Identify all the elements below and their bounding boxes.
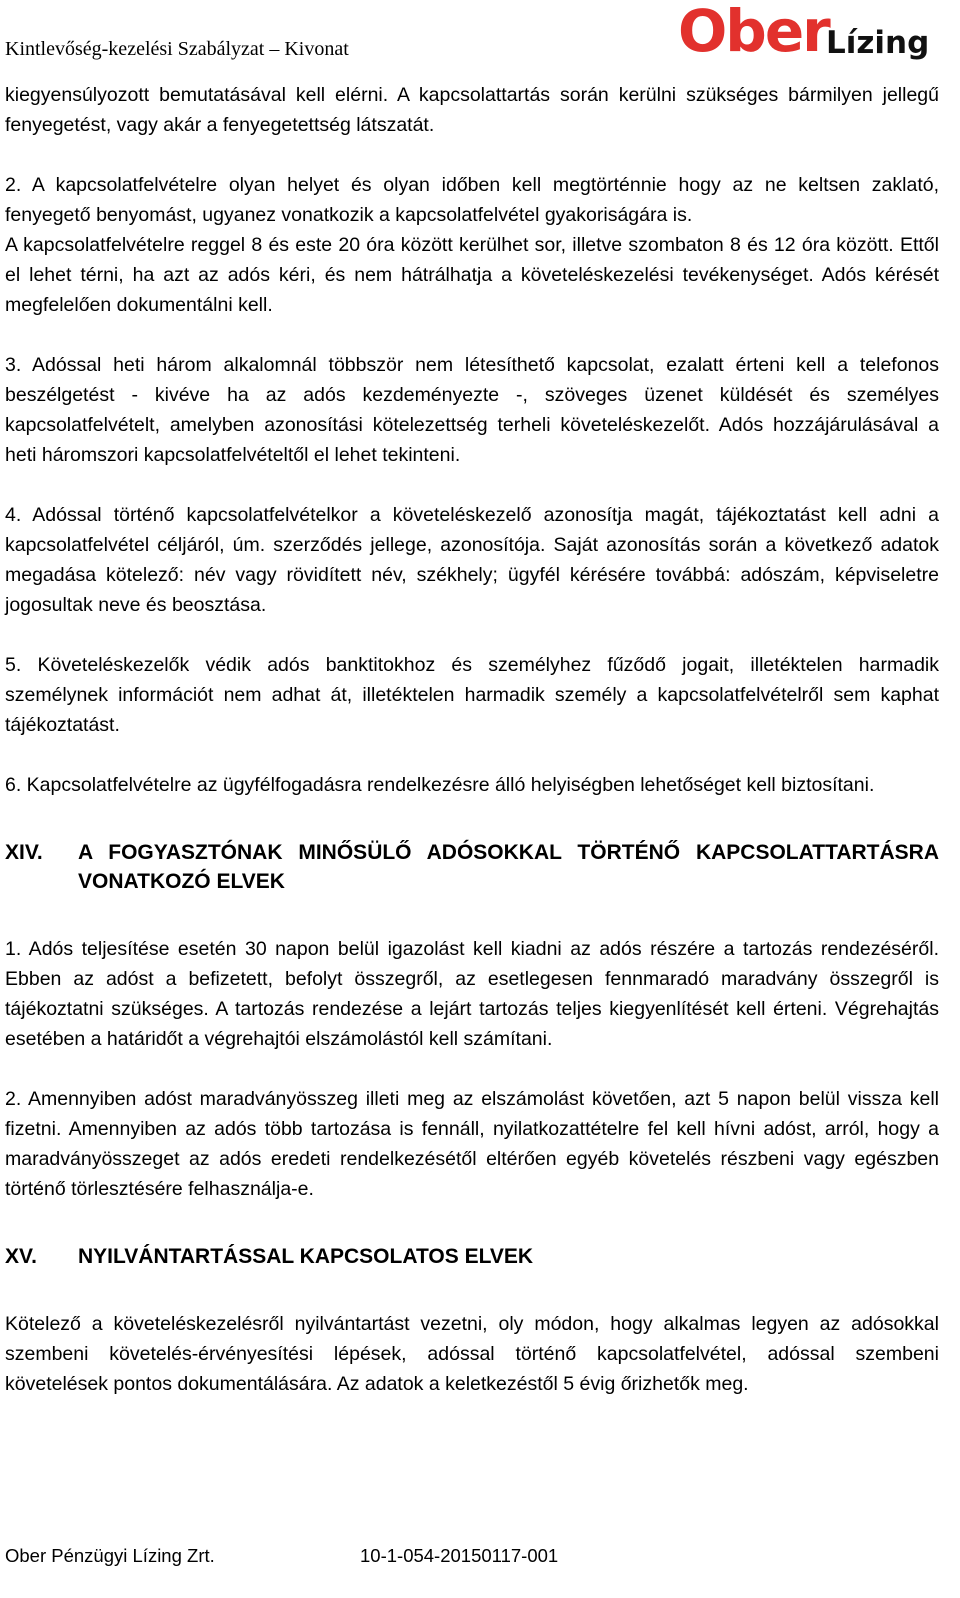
footer-document-code: 10-1-054-20150117-001: [360, 1545, 559, 1566]
section-xiv-paragraph-2: 2. Amennyiben adóst maradványösszeg illeti meg az elszámolást követően, azt 5 napon belül vissza kell fizetni. Amennyiben az adós több tartozása is fennáll, nyilatkozattételre fel kell hívni adóst, arról, hogy a maradványösszeget az adós eredeti rendelkezésétől eltérően egyéb követelés részbeni vagy egészben történő törlesztésére felhasználja-e.: [5, 1088, 939, 1200]
paragraph-point-6: 6. Kapcsolatfelvételre az ügyfélfogadásra rendelkezésre álló helyiségben lehetőséget kell biztosítani.: [5, 774, 875, 796]
section-heading-xiv: [5, 838, 939, 896]
paragraph-point-2-hours: A kapcsolatfelvételre reggel 8 és este 20 óra között kerülhet sor, illetve szombaton 8 és 12 óra között. Ettől el lehet térni, ha azt az adós kéri, és nem hátrálhatja a követeléskezelési tevékenységet. Adós kérését megfelelően dokumentálni kell.: [5, 234, 939, 316]
section-number: XIV.: [5, 841, 43, 864]
section-title: NYILVÁNTARTÁSSAL KAPCSOLATOS ELVEK: [78, 1245, 534, 1268]
paragraph-continuation: kiegyensúlyozott bemutatásával kell elérni. A kapcsolattartás során kerülni szükséges bármilyen jellegű fenyegetést, vagy akár a fenyegetettség látszatát.: [5, 84, 939, 136]
ober-lizing-logo: [678, 2, 938, 68]
logo-main-text: Ober: [678, 0, 829, 65]
footer-company: Ober Pénzügyi Lízing Zrt.: [5, 1545, 215, 1566]
paragraph-point-2: 2. A kapcsolatfelvételre olyan helyet és olyan időben kell megtörténnie hogy az ne keltsen zaklató, fenyegető benyomást, ugyanez vonatkozik a kapcsolatfelvétel gyakoriságára is.: [5, 174, 939, 226]
logo-sub-text: Lízing: [826, 25, 930, 61]
paragraph-point-5: 5. Követeléskezelők védik adós banktitokhoz és személyhez fűződő jogait, illetéktelen harmadik személynek információt nem adhat át, illetéktelen harmadik személy a kapcsolatfelvételről sem kaphat tájékoztatást.: [5, 654, 939, 736]
section-xiv-paragraph-1: 1. Adós teljesítése esetén 30 napon belül igazolást kell kiadni az adós részére a tartozás rendezéséről. Ebben az adóst a befizetett, befolyt összegről, az esetlegesen fennmaradó maradvány összegről is tájékoztatni szükséges. A tartozás rendezése a lejárt tartozás teljes kiegyenlítését kell érteni. Végrehajtás esetében a határidőt a végrehajtói elszámolástól kell számítani.: [5, 938, 939, 1050]
section-xv-paragraph-1: Kötelező a követeléskezelésről nyilvántartást vezetni, oly módon, hogy alkalmas legyen az adósokkal szembeni követelés-érvényesítési lépések, adóssal történő kapcsolatfelvétel, adóssal szembeni követelések pontos dokumentálására. Az adatok a keletkezéstől 5 évig őrizhetők meg.: [5, 1313, 939, 1395]
section-title: A FOGYASZTÓNAK MINŐSÜLŐ ADÓSOKKAL TÖRTÉNŐ KAPCSOLATTARTÁSRA VONATKOZÓ ELVEK: [78, 841, 939, 893]
document-header-title: Kintlevőség-kezelési Szabályzat – Kivonat: [5, 38, 349, 60]
paragraph-point-3: 3. Adóssal heti három alkalomnál többször nem létesíthető kapcsolat, ezalatt érteni kell a telefonos beszélgetést - kivéve ha az adós kezdeményezte -, szöveges üzenet küldését és személyes kapcsolatfelvételt, amelyben azonosítási kötelezettség terheli követeléskezelőt. Adós hozzájárulásával a heti háromszori kapcsolatfelvételtől el lehet tekinteni.: [5, 354, 939, 466]
section-number: XV.: [5, 1245, 37, 1268]
document-body: [5, 80, 939, 1399]
section-heading-xv: [5, 1242, 939, 1271]
paragraph-point-4: 4. Adóssal történő kapcsolatfelvételkor a követeléskezelő azonosítja magát, tájékoztatást kell adni a kapcsolatfelvétel céljáról, úm. szerződés jellege, azonosítója. Saját azonosítás során a következő adatok megadása kötelező: név vagy rövidített név, székhely; ügyfél kérésére továbbá: adószám, képviseletre jogosultak neve és beosztása.: [5, 504, 939, 616]
